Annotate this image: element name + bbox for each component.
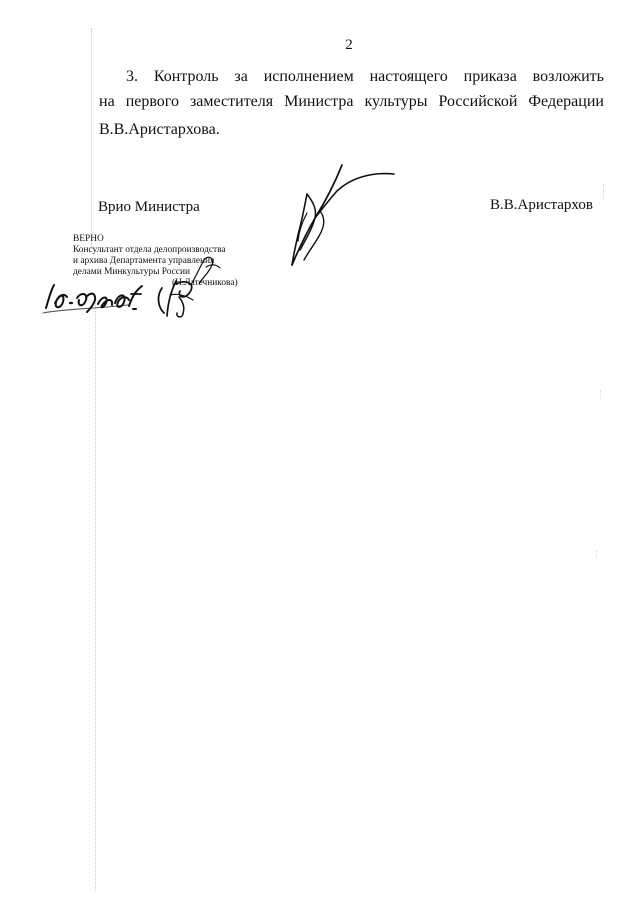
certification-label: ВЕРНО xyxy=(73,234,104,244)
order-text-word: Российской xyxy=(438,93,518,110)
certification-line-1: Консультант отдела делопроизводства xyxy=(73,245,226,255)
order-text-word: за xyxy=(234,68,248,85)
order-text-line-1 xyxy=(126,66,604,88)
order-text-word: приказа xyxy=(463,68,517,85)
handwritten-date-mark xyxy=(43,278,147,316)
initial-signature xyxy=(154,275,202,320)
certification-block xyxy=(73,234,263,288)
scan-dots-right-lower xyxy=(596,550,597,558)
order-text-word: Министра xyxy=(284,93,354,110)
order-text-item-number: 3. xyxy=(126,68,138,85)
page-number: 2 xyxy=(345,37,353,53)
scan-dots-left-upper xyxy=(91,28,92,248)
order-text-word: Федерации xyxy=(528,93,604,110)
order-text-word: настоящего xyxy=(369,68,448,85)
order-text-word: на xyxy=(99,93,115,110)
signatory-role: Врио Министра xyxy=(98,199,200,215)
signatory-name: В.В.Аристархов xyxy=(490,197,593,213)
order-text-word: культуры xyxy=(364,93,428,110)
order-text-line-3: В.В.Аристархова. xyxy=(99,121,220,138)
handwritten-signature xyxy=(282,157,404,275)
order-text-line-2 xyxy=(99,91,604,113)
order-text-word: возложить xyxy=(532,68,604,85)
certification-line-2: и архива Департамента управления xyxy=(73,256,215,266)
order-text-word: исполнением xyxy=(263,68,354,85)
scan-dots-right-upper xyxy=(603,184,604,200)
scan-dots-right-middle xyxy=(600,390,601,400)
certification-line-3: делами Минкультуры России xyxy=(73,267,190,277)
order-text-word: заместителя xyxy=(189,93,274,110)
certification-name: (Н.Латечникова) xyxy=(172,278,238,288)
scan-dots-left-lower xyxy=(95,300,96,890)
order-text-word: Контроль xyxy=(153,68,219,85)
order-text-word: первого xyxy=(125,93,179,110)
